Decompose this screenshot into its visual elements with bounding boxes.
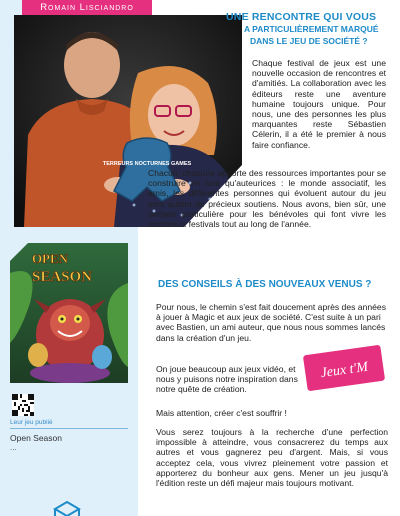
section1-heading-line3: DANS LE JEU DE SOCIÉTÉ ? [250,36,368,46]
published-game-label: Leur jeu publié [10,419,53,426]
section2-paragraph-3: Mais attention, créer c'est souffrir ! [156,408,287,418]
published-game-title: Open Season [10,433,62,443]
cover-title-line1: OPEN [31,251,69,266]
jeux-tm-stamp [301,344,387,392]
sidebar-divider [10,428,128,429]
cover-title-line2: SEASON [31,269,93,285]
section1-heading-line2: A PARTICULIÈREMENT MARQUÉ [244,24,379,34]
game-cover-image [10,243,128,383]
section1-paragraph-top: Chaque festival de jeux est une nouvelle occasion de rencontres et d'amitiés. La collaboration avec les éditeurs reste une aventure humaine toujours unique. Pour nous, une des personnes les plus marquantes reste Sébastien Célerin, il a été le premier à nous faire confiance. [252,58,386,150]
section1-paragraph-wide: Chacun, chacune apporte des ressources importantes pour se construire en tant qu'auteurices : le monde associatif, les amis, les différentes personnes qui évoluent autour du jeu sont autant de précieux soutiens. Nous avons, bien sûr, une pensée particulière pour les bénévoles qui font vivre les nombreux festivals tout au long de l'année. [148,168,386,230]
author-name-tag: Romain Lisciandro [22,0,152,15]
meeple-prop-text: TERREURS NOCTURNES GAMES [102,161,192,167]
section2-paragraph-4: Vous serez toujours à la recherche d'une perfection impossible à atteindre, vous consacrerez du temps aux autres et vous gagnerez peu d'argent. Mais, si vous acceptez cela, vous vivrez pleinement votre passion et apporterez du bonheur aux gens. Mener un jeu jusqu'à l'édition reste un défi majeur mais toujours motivant. [156,427,388,489]
section2-heading: DES CONSEILS À DES NOUVEAUX VENUS ? [158,279,372,290]
section2-paragraph-1: Pour nous, le chemin s'est fait doucement après des années à jouer à Magic et aux jeux de société. C'est suite à un pari avec Bastien, un ami auteur, que nous nous sommes lancés dans la création d'un jeu. [156,302,386,343]
published-game-more: ... [10,443,17,452]
section2-paragraph-2: On joue beaucoup aux jeux vidéo, et nous y puisons notre inspiration dans notre quête de création. [156,364,298,395]
qr-code-icon [12,394,34,416]
cube-logo-icon [52,500,82,516]
stamp-text: Jeux t'M [319,359,370,382]
section1-heading-line1: UNE RENCONTRE QUI VOUS [226,11,377,23]
